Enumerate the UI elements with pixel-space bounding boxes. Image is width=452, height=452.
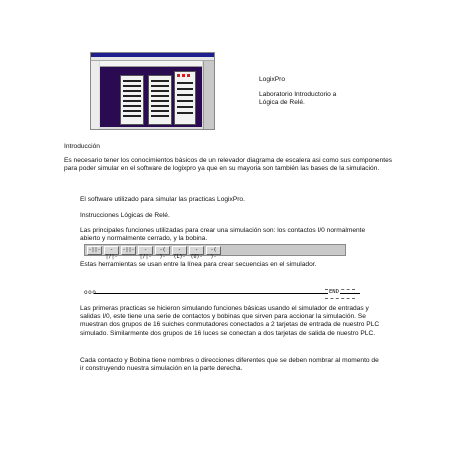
toolbar-button-6[interactable]: -(L)-: [173, 246, 186, 260]
rung-end-label: END: [329, 289, 339, 295]
io-panel-middle: [148, 75, 172, 125]
practices-paragraph: Las primeras practicas se hicieron simulando funciones básicas usando el simulador de entradas y salidas I/0, este tiene una serie de contactos y bobinas que sirven para accionar la simulación. Se muestran dos grupos de 16 suiches conmutadores conectados a 2 tarjetas de entrada de nuestro PLC simulado. Similarmente dos grupos de 16 luces se conectan a dos tarjetas de salida de nuestro PLC.: [80, 305, 380, 337]
toolbar-button-1[interactable]: -||-: [88, 246, 101, 253]
io-panel-right: [174, 71, 196, 125]
toolbar-button-7[interactable]: -(U)-: [190, 246, 203, 260]
intro-heading: Introducción: [64, 143, 100, 150]
screenshot-workarea: [100, 67, 202, 127]
toolbar-button-3[interactable]: -||-: [122, 246, 135, 253]
toolbar-button-2[interactable]: -|/|-: [105, 246, 118, 260]
rung-start-marker: ooo: [84, 289, 97, 296]
tools-paragraph: Estas herramientas se usan entre la línea para crear secuencias en el simulador.: [80, 261, 317, 268]
rung-line: [94, 293, 360, 294]
product-name: LogixPro: [259, 76, 286, 83]
io-panel-left: [120, 75, 144, 125]
ladder-instruction-toolbar: [84, 244, 346, 260]
names-paragraph: Cada contacto y Bobina tiene nombres o direcciones diferentes que se deben nombrar al momento de ir construyendo nuestra simulación en la parte derecha.: [80, 357, 379, 373]
toolbar-button-4[interactable]: -|/|-: [139, 246, 152, 260]
logixpro-screenshot: [90, 52, 215, 130]
document-subtitle: Laboratorio Introductorio a Lógica de Relé.: [259, 91, 337, 107]
screenshot-left-pane: [91, 61, 99, 129]
toolbar-button-5[interactable]: -( )-: [155, 246, 170, 255]
intro-paragraph: Es necesario tener los conocimientos básicos de un relevador diagrama de escalera asi como sus componentes para poder simular en el software de logixpro ya que en su mayoria son también las bases de la simulación.: [64, 157, 393, 173]
software-line: El software utilizado para simular las practicas LogixPro.: [80, 196, 245, 203]
instructions-line: Instrucciones Lógicas de Relé.: [80, 212, 170, 219]
functions-paragraph: Las principales funciones utilizadas para crear una simulación son: los contactos I/0 normalmente abierto y normalmente cerrado, y la bobina.: [80, 227, 366, 243]
screenshot-scrollbar: [203, 61, 214, 129]
toolbar-button-8[interactable]: -( )-: [206, 246, 221, 255]
